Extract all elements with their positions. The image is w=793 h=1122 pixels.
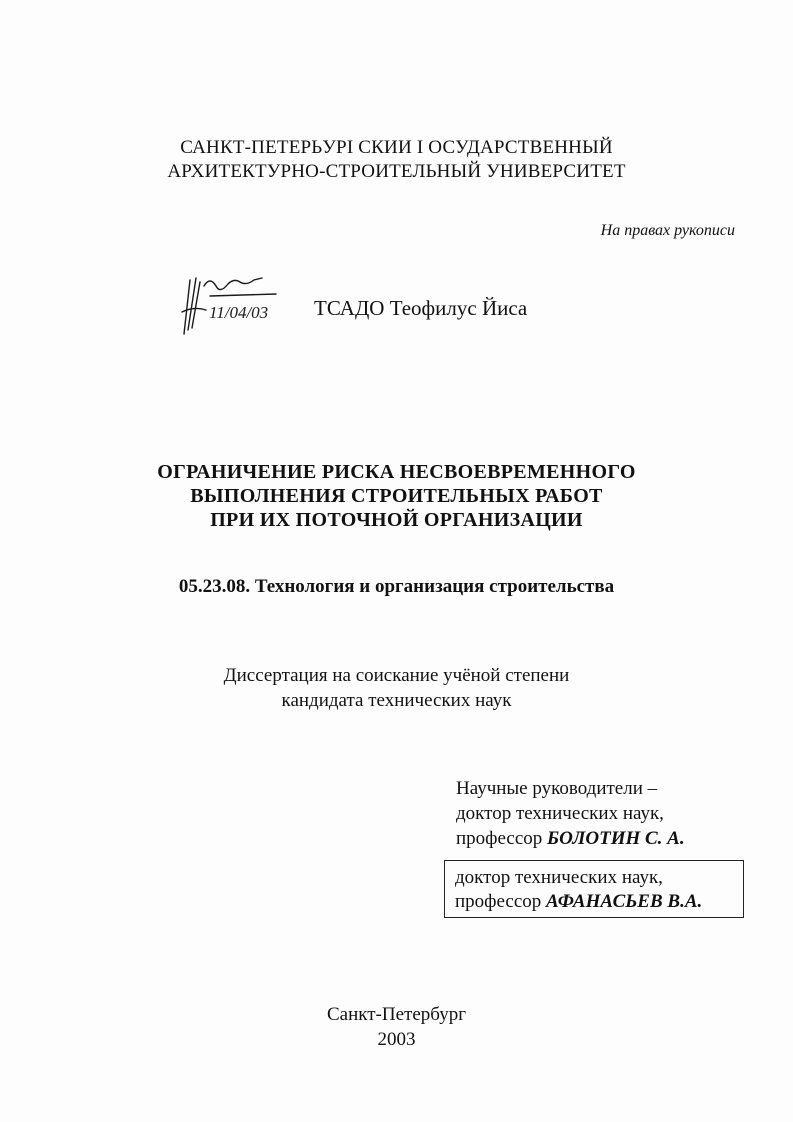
supervisor-2-line <box>455 890 743 914</box>
supervisor-1-name: БОЛОТИН С. А. <box>547 828 685 849</box>
supervisor-2-box <box>444 860 744 918</box>
specialty-code: 05.23.08. Технология и организация строительства <box>178 576 615 597</box>
title-line-1: ОГРАНИЧЕНИЕ РИСКА НЕСВОЕВРЕМЕННОГО <box>157 461 636 483</box>
university-name <box>0 136 793 184</box>
supervisor-1-line <box>456 826 685 851</box>
place-and-year <box>0 1002 793 1052</box>
city: Санкт-Петербург <box>326 1004 466 1025</box>
dissertation-title <box>0 460 793 532</box>
university-line-1: САНКТ-ПЕТЕРЬУРI СКИИ I ОСУДАРСТВЕННЫЙ <box>180 137 613 158</box>
manuscript-note: На правах рукописи <box>600 222 735 239</box>
supervisor-2-degree: доктор технических наук, <box>455 867 663 888</box>
signature-date: 11/04/03 <box>209 303 269 322</box>
supervisor-1-title: профессор <box>456 828 543 849</box>
degree-line-2: кандидата технических наук <box>281 690 512 711</box>
title-line-3: ПРИ ИХ ПОТОЧНОЙ ОРГАНИЗАЦИИ <box>210 509 583 531</box>
year: 2003 <box>377 1029 416 1050</box>
author-name: ТСАДО Теофилус Йиса <box>314 296 528 320</box>
handwritten-signature <box>176 272 286 338</box>
supervisor-2-title: профессор <box>455 891 542 912</box>
supervisor-1-degree: доктор технических наук, <box>456 803 664 824</box>
supervisor-2-name: АФАНАСЬЕВ В.А. <box>546 891 703 912</box>
supervisors-block <box>456 776 685 851</box>
degree-line-1: Диссертация на соискание учёной степени <box>223 665 570 686</box>
degree-statement <box>0 663 793 713</box>
title-line-2: ВЫПОЛНЕНИЯ СТРОИТЕЛЬНЫХ РАБОТ <box>190 485 603 507</box>
supervisors-heading: Научные руководители – <box>456 778 658 799</box>
university-line-2: АРХИТЕКТУРНО-СТРОИТЕЛЬНЫЙ УНИВЕРСИТЕТ <box>167 161 626 182</box>
